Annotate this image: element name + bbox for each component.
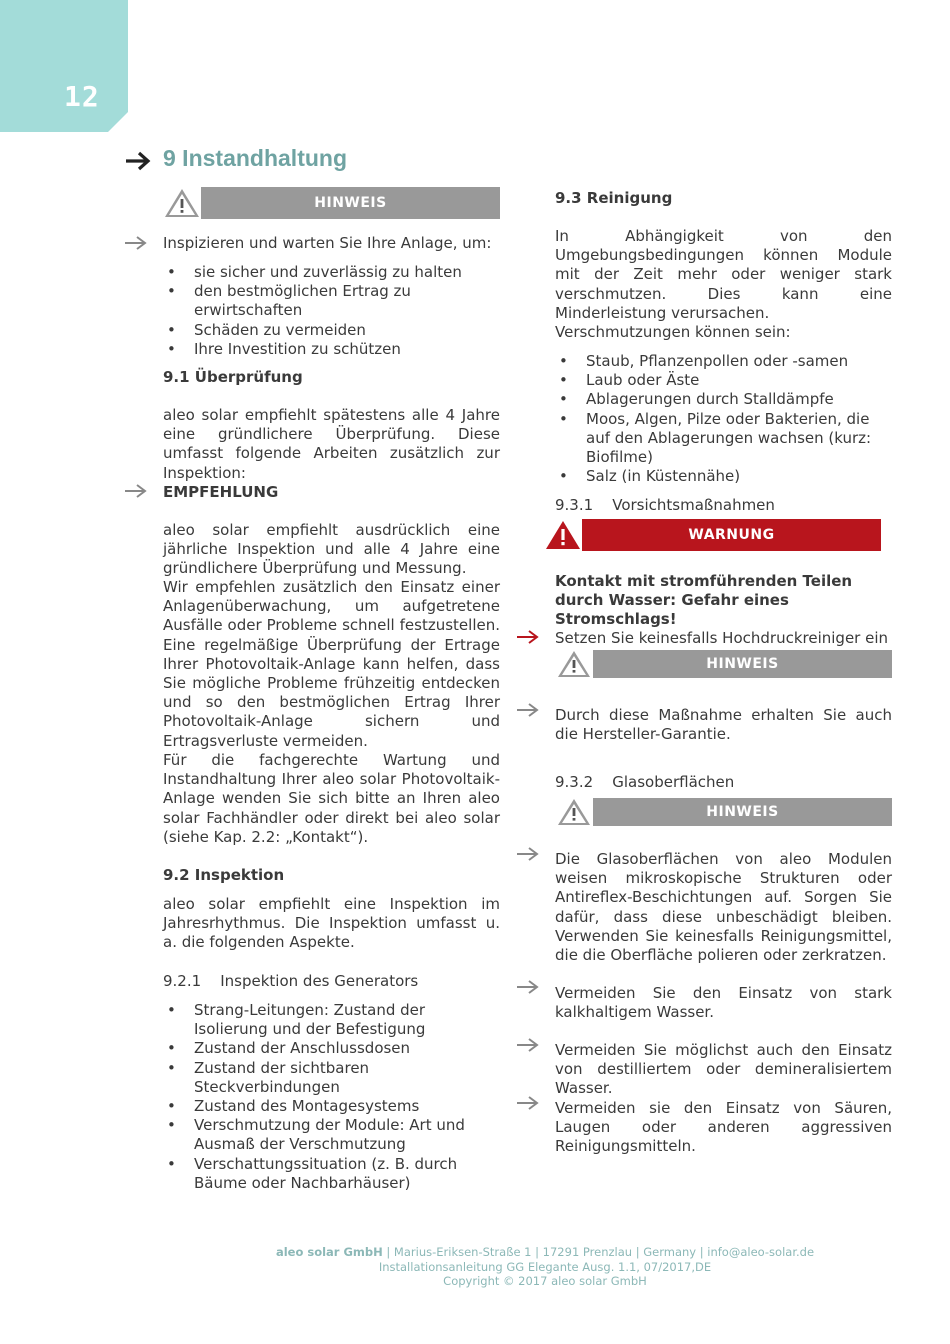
hinweis-banner: HINWEIS xyxy=(555,650,892,678)
footer-address: | Marius-Eriksen-Straße 1 | 17291 Prenzlau | Germany | info@aleo-solar.de xyxy=(382,1245,815,1259)
section-9-3-1-title: 9.3.1 Vorsichtsmaßnahmen xyxy=(555,496,775,514)
list-item: • Ablagerungen durch Stalldämpfe xyxy=(555,390,895,409)
section-9-1-text: aleo solar empfiehlt spätestens alle 4 Jahre eine gründlichere Überprüfung. Diese umfasst folgende Arbeiten zusätzlich zur Inspektion: xyxy=(163,406,500,482)
glas-text-2: Vermeiden Sie den Einsatz von stark kalkhaltigem Wasser. xyxy=(555,984,892,1022)
warning-triangle-icon xyxy=(555,650,593,678)
section-9-3-text: In Abhängigkeit von den Umgebungsbedingungen können Module mit der Zeit mehr oder weniger stark verschmutzen. Dies kann eine Minderleistung verursachen. xyxy=(555,227,892,322)
list-item: • Staub, Pflanzenpollen oder -samen xyxy=(555,352,895,371)
list-item: • Ihre Investition zu schützen xyxy=(163,340,503,359)
page-number: 12 xyxy=(64,80,100,113)
list-item: • Zustand der sichtbaren Steckverbindungen xyxy=(163,1059,500,1097)
empfehlung-text-2: Wir empfehlen zusätzlich den Einsatz einer Anlagenüberwachung, um aufgetretene Ausfälle oder Probleme schnell festzustellen. Eine regelmäßige Überprüfung der Ertrage Ihrer Photovoltaik-Anlage kann helfen, dass Sie mögliche Probleme frühzeitig entdecken und so den bestmöglichen Ertrag Ihrer Photovoltaik-Anlage sichern und Ertragsverluste vermeiden. xyxy=(163,578,500,750)
footer-manual: Installationsanleitung GG Elegante Ausg. 1.1, 07/2017,DE xyxy=(378,1260,712,1274)
arrow-icon xyxy=(516,979,540,995)
arrow-icon xyxy=(124,483,148,499)
list-item: • Verschmutzung der Module: Art und Ausmaß der Verschmutzung xyxy=(163,1116,500,1154)
warnung-action: Setzen Sie keinesfalls Hochdruckreiniger ein xyxy=(555,629,889,647)
list-item: • sie sicher und zuverlässig zu halten xyxy=(163,263,503,282)
hinweis-banner: HINWEIS xyxy=(555,798,892,826)
list-item: • Zustand der Anschlussdosen xyxy=(163,1039,500,1058)
section-9-1-title: 9.1 Überprüfung xyxy=(163,368,303,386)
section-9-3-2-title: 9.3.2 Glasoberflächen xyxy=(555,773,735,791)
arrow-icon xyxy=(124,151,152,171)
section-9-2-1-title: 9.2.1 Inspektion des Generators xyxy=(163,972,419,990)
wartung-text: Für die fachgerechte Wartung und Instandhaltung Ihrer aleo solar Photovoltaik-Anlage wenden Sie sich bitte an Ihren aleo solar Fachhändler oder direkt bei aleo solar (siehe Kap. 2.2: „Kontakt“). xyxy=(163,751,500,846)
footer-line-1 xyxy=(70,1245,950,1260)
list-item: • den bestmöglichen Ertrag zu erwirtschaften xyxy=(163,282,503,320)
list-item: • Moos, Algen, Pilze oder Bakterien, die auf den Ablagerungen wachsen (kurz: Biofilme) xyxy=(555,410,895,468)
hinweis-1-text: Durch diese Maßnahme erhalten Sie auch die Hersteller-Garantie. xyxy=(555,706,892,744)
warnung-text: Kontakt mit stromführenden Teilen durch Wasser: Gefahr eines Stromschlags! xyxy=(555,572,853,629)
section-9-3-title: 9.3 Reinigung xyxy=(555,189,673,207)
warning-triangle-icon xyxy=(544,519,582,551)
list-item: • Strang-Leitungen: Zustand der Isolierung und der Befestigung xyxy=(163,1001,500,1039)
list-item: • Zustand des Montagesystems xyxy=(163,1097,500,1116)
empfehlung-label: EMPFEHLUNG xyxy=(163,483,279,501)
glas-text-4: Vermeiden sie den Einsatz von Säuren, Laugen oder anderen aggressiven Reinigungsmitteln. xyxy=(555,1099,892,1156)
arrow-icon xyxy=(516,1095,540,1111)
dirt-intro: Verschmutzungen können sein: xyxy=(555,323,791,341)
arrow-icon xyxy=(516,629,540,645)
glas-text-3: Vermeiden Sie möglichst auch den Einsatz von destilliertem oder demineralisiertem Wasser. xyxy=(555,1041,892,1098)
intro-text: Inspizieren und warten Sie Ihre Anlage, um: xyxy=(163,234,492,252)
footer-company: aleo solar GmbH xyxy=(275,1245,383,1259)
warnung-banner: WARNUNG xyxy=(544,519,881,551)
glas-text-1: Die Glasoberflächen von aleo Modulen weisen mikroskopische Strukturen oder Antireflex-Beschichtungen auf. Sorgen Sie dafür, dass diese unbeschädigt bleiben. Verwenden Sie keinesfalls Reinigungsmittel, die die Oberfläche polieren oder zerkratzen. xyxy=(555,850,892,965)
empfehlung-text-1: aleo solar empfiehlt ausdrücklich eine jährliche Inspektion und alle 4 Jahre eine gründlichere Überprüfung und Messung. xyxy=(163,521,500,578)
footer-copyright: Copyright © 2017 aleo solar GmbH xyxy=(443,1274,647,1288)
list-item: • Laub oder Äste xyxy=(555,371,895,390)
section-9-2-title: 9.2 Inspektion xyxy=(163,866,285,884)
arrow-icon xyxy=(124,235,148,251)
dirt-bullet-list xyxy=(555,352,895,486)
intro-bullet-list xyxy=(163,263,503,359)
hinweis-banner: HINWEIS xyxy=(163,187,500,219)
section-9-2-text: aleo solar empfiehlt eine Inspektion im Jahresrhythmus. Die Inspektion umfasst u. a. die folgenden Aspekte. xyxy=(163,895,500,952)
chapter-title: 9 Instandhaltung xyxy=(163,145,347,171)
warning-triangle-icon xyxy=(163,187,201,219)
list-item: • Verschattungssituation (z. B. durch Bäume oder Nachbarhäuser) xyxy=(163,1155,500,1193)
arrow-icon xyxy=(516,702,540,718)
arrow-icon xyxy=(516,1037,540,1053)
arrow-icon xyxy=(516,846,540,862)
list-item: • Schäden zu vermeiden xyxy=(163,321,503,340)
generator-bullet-list xyxy=(163,1001,500,1193)
list-item: • Salz (in Küstennähe) xyxy=(555,467,895,486)
warning-triangle-icon xyxy=(555,798,593,826)
